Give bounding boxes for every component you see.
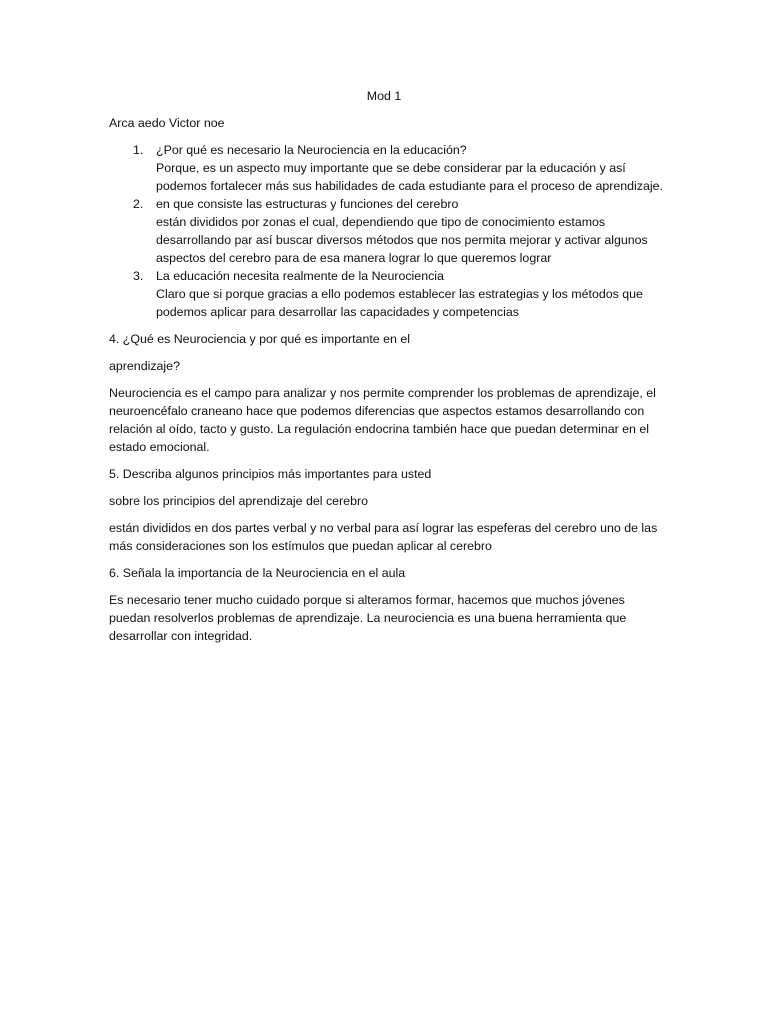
numbered-question-list [109, 141, 669, 321]
question-5-heading-continued: sobre los principios del aprendizaje del cerebro [109, 494, 368, 508]
document-body [109, 114, 669, 654]
list-item-number: 1. [133, 143, 144, 157]
list-item [109, 141, 669, 195]
question-text: ¿Por qué es necesario la Neurociencia en la educación? [156, 143, 467, 157]
question-5-heading: 5. Describa algunos principios más importantes para usted [109, 467, 432, 481]
question-6-heading: 6. Señala la importancia de la Neurociencia en el aula [109, 566, 406, 580]
list-item [109, 195, 669, 267]
answer-4-paragraph: Neurociencia es el campo para analizar y nos permite comprender los problemas de aprendizaje, el neuroencéfalo craneano hace que podemos diferencias que aspectos estamos desarrollando con relación al oído, tacto y gusto. La regulación endocrina también hace que puedan determinar en el estado emocional. [109, 386, 656, 454]
list-item [109, 267, 669, 321]
answer-text: Claro que si porque gracias a ello podemos establecer las estrategias y los métodos que podemos aplicar para desarrollar las capacidades y competencias [156, 287, 643, 319]
answer-text: están divididos por zonas el cual, dependiendo que tipo de conocimiento estamos desarrollando par así buscar diversos métodos que nos permita mejorar y activar algunos aspectos del cerebro para de esa manera lograr lo que queremos lograr [156, 215, 648, 265]
author-name: Arca aedo Victor noe [109, 116, 225, 130]
answer-6-paragraph: Es necesario tener mucho cuidado porque si alteramos formar, hacemos que muchos jóvenes puedan resolverlos problemas de aprendizaje. La neurociencia es una buena herramienta que desarrollar con integridad. [109, 593, 627, 643]
question-4-heading: 4. ¿Qué es Neurociencia y por qué es importante en el [109, 332, 410, 346]
answer-5-paragraph: están divididos en dos partes verbal y no verbal para así lograr las espeferas del cerebro uno de las más consideraciones son los estímulos que puedan aplicar al cerebro [109, 521, 658, 553]
question-text: La educación necesita realmente de la Neurociencia [156, 269, 444, 283]
question-text: en que consiste las estructuras y funciones del cerebro [156, 197, 459, 211]
answer-text: Porque, es un aspecto muy importante que se debe considerar par la educación y así podemos fortalecer más sus habilidades de cada estudiante para el proceso de aprendizaje. [156, 161, 663, 193]
list-item-number: 3. [133, 269, 144, 283]
list-item-number: 2. [133, 197, 144, 211]
question-4-heading-continued: aprendizaje? [109, 359, 180, 373]
document-title: Mod 1 [366, 89, 402, 103]
